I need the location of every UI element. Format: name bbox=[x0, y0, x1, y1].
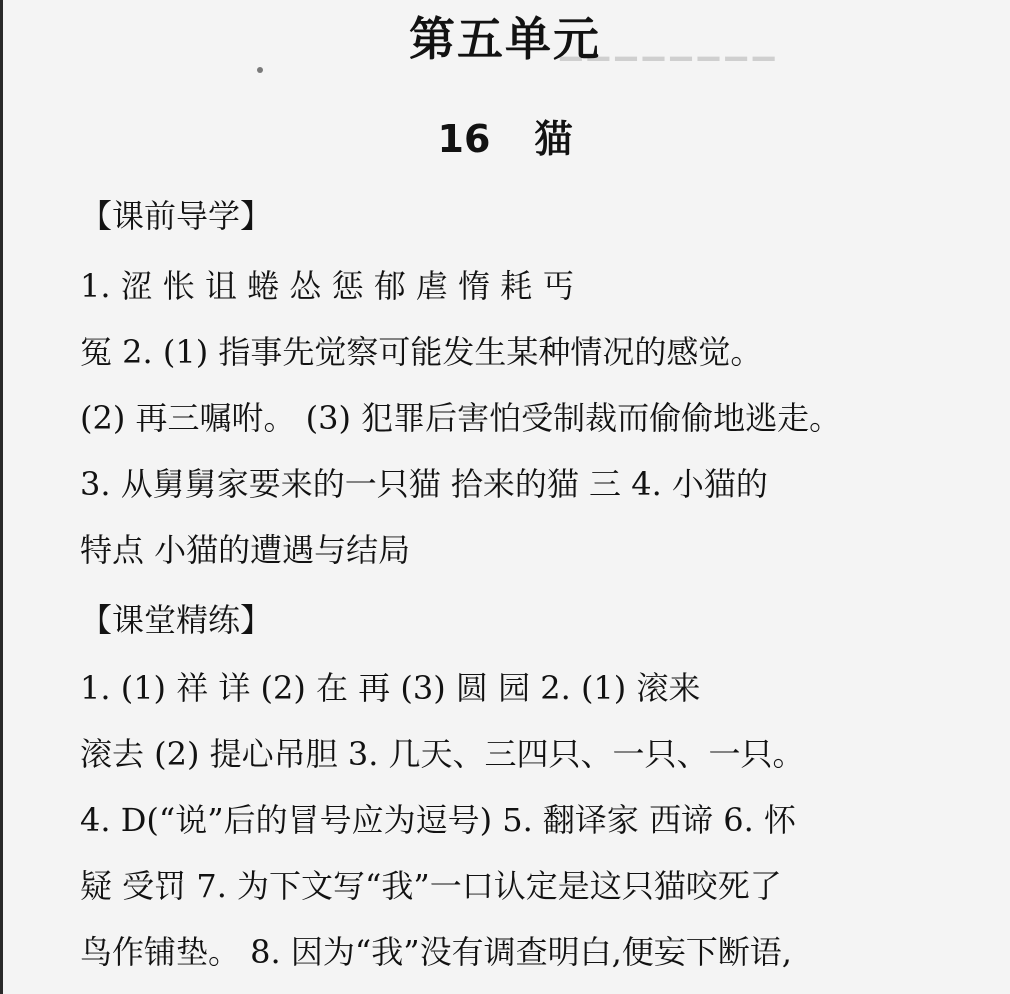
answer-line-4: 3. 从舅舅家要来的一只猫 拾来的猫 三 4. 小猫的 bbox=[80, 465, 768, 503]
answer-line-1: 1. 涩 怅 诅 蜷 怂 惩 郁 虐 惰 耗 丐 bbox=[80, 267, 575, 305]
lesson-title bbox=[0, 108, 1010, 163]
answer-line-3: (2) 再三嘱咐。 (3) 犯罪后害怕受制裁而偷偷地逃走。 bbox=[80, 399, 842, 437]
answer-line-9: 疑 受罚 7. 为下文写“我”一口认定是这只猫咬死了 bbox=[80, 867, 782, 905]
lesson-number: 16 bbox=[437, 117, 491, 161]
bleed-through-text: ▁▁▁▁▁▁▁▁ bbox=[560, 28, 781, 61]
answer-line-10: 鸟作铺垫。 8. 因为“我”没有调查明白,便妄下断语, bbox=[80, 933, 792, 971]
answer-line-6: 1. (1) 祥 详 (2) 在 再 (3) 圆 园 2. (1) 滚来 bbox=[80, 669, 701, 707]
answer-line-7: 滚去 (2) 提心吊胆 3. 几天、三四只、一只、一只。 bbox=[80, 735, 805, 773]
answer-line-2: 冤 2. (1) 指事先觉察可能发生某种情况的感觉。 bbox=[80, 333, 763, 371]
section-heading-class-practice: 【课堂精练】 bbox=[80, 601, 273, 639]
section-heading-pre-study: 【课前导学】 bbox=[80, 197, 273, 235]
answer-line-5: 特点 小猫的遭遇与结局 bbox=[80, 531, 411, 569]
unit-title: 第五单元 bbox=[409, 12, 601, 66]
answer-line-8: 4. D(“说”后的冒号应为逗号) 5. 翻译家 西谛 6. 怀 bbox=[80, 801, 796, 839]
lesson-name: 猫 bbox=[534, 117, 573, 161]
